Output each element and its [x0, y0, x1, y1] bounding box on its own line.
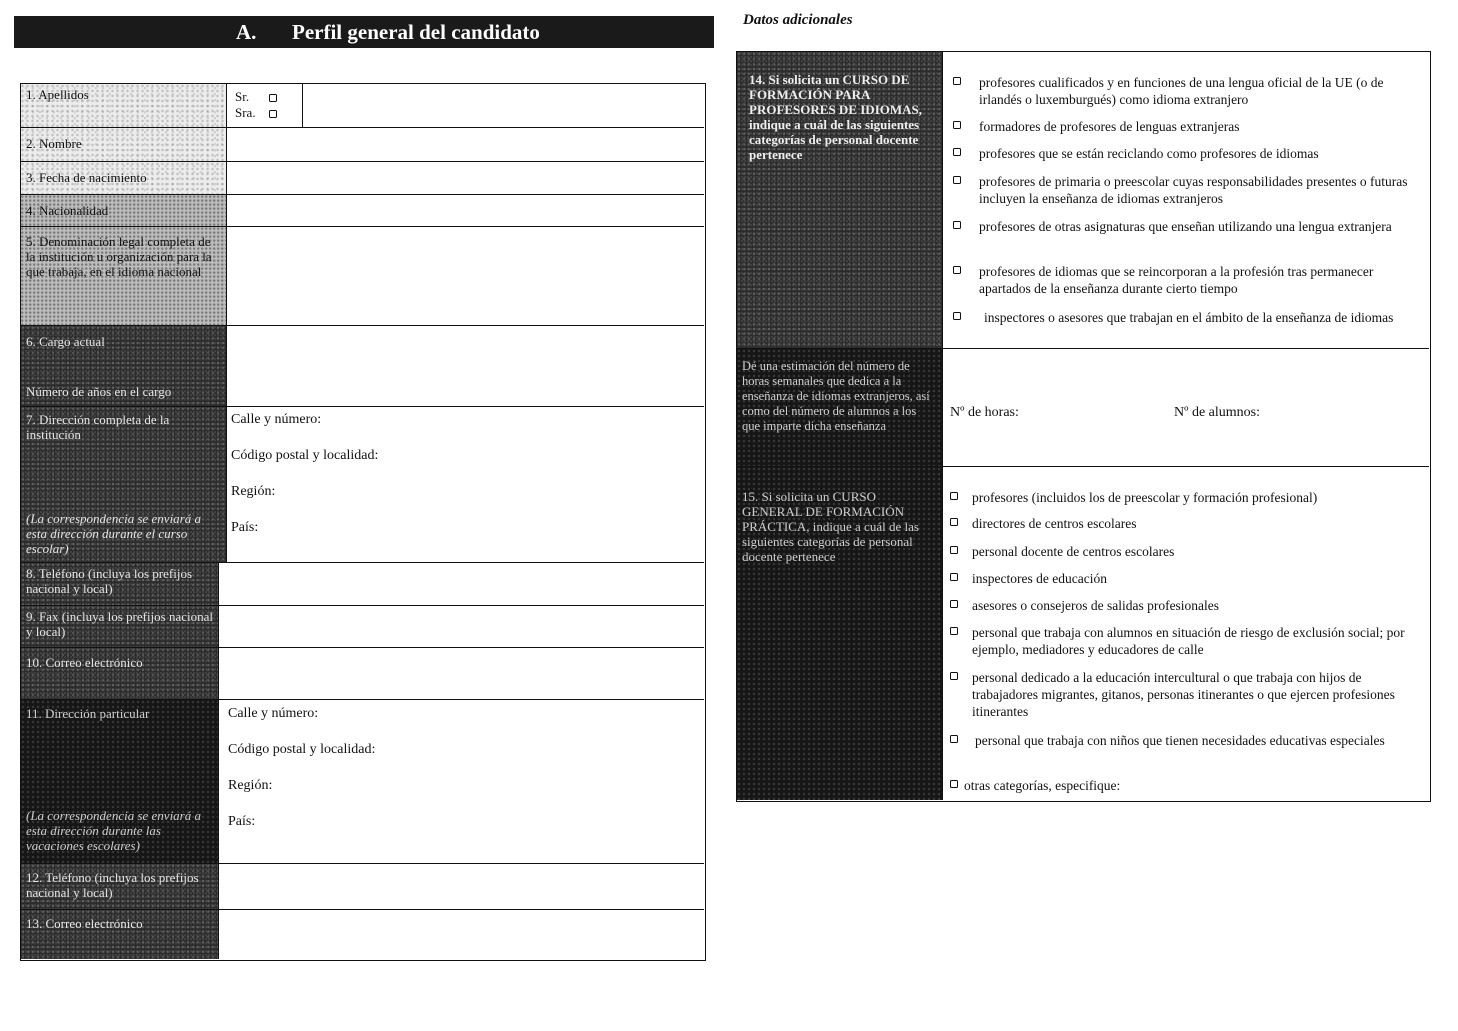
home-address-note: (La correspondencia se enviará a esta dirección durante las vacaciones escolares) — [26, 808, 201, 853]
students-count-field[interactable]: Nº de alumnos: — [1174, 405, 1260, 420]
surname-input[interactable] — [304, 84, 704, 127]
label-q15-text: 15. Si solicita un CURSO GENERAL DE FORMACIÓN PRÁCTICA, indique a cuál de las siguientes categorías de personal docente pertenece — [742, 489, 919, 564]
section-banner — [14, 16, 714, 48]
q15-option-text: directores de centros escolares — [972, 516, 1137, 531]
home-country-field[interactable]: País: — [228, 814, 256, 829]
label-firstname — [21, 128, 227, 161]
checkbox-icon[interactable] — [950, 518, 958, 526]
label-firstname-text: 2. Nombre — [26, 136, 82, 151]
checkbox-icon[interactable] — [950, 600, 958, 608]
q14-options — [943, 52, 1429, 348]
q15-option-text: personal que trabaja con alumnos en situación de riesgo de exclusión social; por ejemplo, mediadores y educadores de calle — [972, 625, 1405, 657]
q14-option-text: profesores que se están reciclando como profesores de idiomas — [979, 146, 1319, 161]
checkbox-icon[interactable] — [953, 176, 961, 184]
label-q15 — [737, 467, 943, 800]
checkbox-icon[interactable] — [953, 148, 961, 156]
q14-option-text: profesores cualificados y en funciones de una lengua oficial de la UE (o de irlandés o luxemburgués) como idioma extranjero — [979, 75, 1384, 107]
institution-address-note: (La correspondencia se enviará a esta dirección durante el curso escolar) — [26, 511, 201, 556]
candidate-form — [20, 83, 706, 961]
label-email — [21, 648, 219, 699]
title-sra-checkbox[interactable] — [269, 110, 277, 118]
institution-postal-field[interactable]: Código postal y localidad: — [231, 448, 379, 463]
label-birthdate-text: 3. Fecha de nacimiento — [26, 170, 147, 185]
row-position — [21, 326, 704, 407]
firstname-input[interactable] — [227, 128, 704, 161]
section-title: Perfil general del candidato — [292, 20, 540, 44]
checkbox-icon[interactable] — [950, 546, 958, 554]
checkbox-icon[interactable] — [950, 573, 958, 581]
q15-option-text: otras categorías, especifique: — [964, 778, 1121, 793]
row-q15 — [737, 467, 1429, 800]
home-email-input[interactable] — [219, 910, 704, 959]
row-email — [21, 648, 704, 700]
email-input[interactable] — [219, 648, 704, 699]
q15-option-text: inspectores de educación — [972, 571, 1107, 586]
nationality-input[interactable] — [227, 195, 704, 226]
row-birthdate — [21, 162, 704, 195]
q15-options — [943, 467, 1429, 800]
label-hours — [737, 349, 943, 466]
checkbox-icon[interactable] — [953, 266, 961, 274]
row-phone — [21, 563, 704, 606]
label-nationality — [21, 195, 227, 226]
q15-option-text: personal dedicado a la educación intercultural o que trabaja con hijos de trabajadores migrantes, gitanos, personas itinerantes o que ejercen profesiones itinerantes — [972, 670, 1395, 719]
checkbox-icon[interactable] — [950, 627, 958, 635]
checkbox-icon[interactable] — [950, 492, 958, 500]
checkbox-icon[interactable] — [953, 221, 961, 229]
label-home-address-text: 11. Dirección particular — [26, 706, 150, 721]
label-nationality-text: 4. Nacionalidad — [26, 203, 109, 218]
title-sra-label: Sra. — [235, 105, 256, 120]
label-position — [21, 326, 227, 406]
row-institution-address — [21, 407, 704, 563]
q14-option-text: profesores de otras asignaturas que enseñan utilizando una lengua extranjera — [979, 219, 1392, 234]
home-address-fields — [219, 700, 704, 863]
label-home-phone — [21, 864, 219, 909]
q14-option-text: profesores de idiomas que se reincorporan a la profesión tras permanecer apartados de la enseñanza durante cierto tiempo — [979, 264, 1374, 296]
row-fax — [21, 606, 704, 648]
q14-option-text: profesores de primaria o preescolar cuyas responsabilidades presentes o futuras incluyen la enseñanza de idiomas extranjeros — [979, 174, 1408, 206]
label-home-email-text: 13. Correo electrónico — [26, 916, 143, 931]
institution-region-field[interactable]: Región: — [231, 484, 276, 499]
label-surname-text: 1. Apellidos — [26, 87, 89, 102]
row-home-address — [21, 700, 704, 864]
q14-option-text: inspectores o asesores que trabajan en el ámbito de la enseñanza de idiomas — [984, 310, 1394, 325]
q14-option-text: formadores de profesores de lenguas extranjeras — [979, 119, 1240, 134]
row-firstname — [21, 128, 704, 162]
birthdate-input[interactable] — [227, 162, 704, 194]
home-postal-field[interactable]: Código postal y localidad: — [228, 742, 376, 757]
label-institution-address — [21, 407, 227, 562]
label-surname — [21, 84, 227, 127]
label-q14-text: 14. Si solicita un CURSO DE FORMACIÓN PARA PROFESORES DE IDIOMAS, indique a cuál de las siguientes categorías de personal docente pertenece — [749, 72, 922, 162]
institution-street-field[interactable]: Calle y número: — [231, 412, 322, 427]
row-hours — [737, 349, 1429, 467]
label-home-phone-text: 12. Teléfono (incluya los prefijos nacional y local) — [26, 870, 199, 900]
additional-data-title: Datos adicionales — [743, 12, 853, 28]
home-street-field[interactable]: Calle y número: — [228, 706, 319, 721]
label-email-text: 10. Correo electrónico — [26, 655, 143, 670]
title-sr-label: Sr. — [235, 89, 250, 104]
row-home-email — [21, 910, 704, 959]
row-institution — [21, 227, 704, 326]
institution-country-field[interactable]: País: — [231, 520, 259, 535]
phone-input[interactable] — [219, 563, 704, 605]
label-birthdate — [21, 162, 227, 194]
label-q14 — [737, 52, 943, 348]
title-sr-checkbox[interactable] — [269, 94, 277, 102]
checkbox-icon[interactable] — [950, 735, 958, 743]
label-hours-text: Dé una estimación del número de horas semanales que dedica a la enseñanza de idiomas extranjeros, así como del número de alumnos a los que imparte dicha enseñanza — [742, 359, 930, 433]
section-letter: A. — [236, 20, 257, 44]
hours-count-field[interactable]: Nº de horas: — [950, 405, 1019, 420]
label-institution-address-text: 7. Dirección completa de la institución — [26, 412, 170, 442]
label-institution — [21, 227, 227, 325]
label-home-address — [21, 700, 219, 863]
row-nationality — [21, 195, 704, 227]
title-sra-option[interactable] — [235, 105, 302, 121]
position-input[interactable] — [227, 326, 704, 406]
checkbox-icon[interactable] — [953, 121, 961, 129]
label-years-in-position: Número de años en el cargo — [26, 384, 172, 399]
institution-address-fields — [227, 407, 704, 562]
label-position-text: 6. Cargo actual — [26, 334, 105, 349]
q15-option-text: profesores (incluidos los de preescolar y formación profesional) — [972, 490, 1318, 505]
row-q14 — [737, 52, 1429, 349]
q15-option-text: personal que trabaja con niños que tienen necesidades educativas especiales — [975, 733, 1385, 748]
checkbox-icon[interactable] — [950, 780, 958, 788]
q15-option-text: personal docente de centros escolares — [972, 544, 1175, 559]
checkbox-icon[interactable] — [953, 77, 961, 85]
institution-input[interactable] — [227, 227, 704, 325]
checkbox-icon[interactable] — [950, 672, 958, 680]
label-institution-text: 5. Denominación legal completa de la institución u organización para la que trabaja, en el idioma nacional — [26, 234, 212, 279]
additional-data-table — [736, 51, 1431, 802]
label-phone — [21, 563, 219, 605]
label-fax — [21, 606, 219, 647]
label-home-email — [21, 910, 219, 959]
hours-fields — [943, 349, 1429, 466]
home-phone-input[interactable] — [219, 864, 704, 909]
row-surname — [21, 84, 704, 128]
fax-input[interactable] — [219, 606, 704, 647]
row-home-phone — [21, 864, 704, 910]
label-fax-text: 9. Fax (incluya los prefijos nacional y local) — [26, 609, 214, 639]
q15-option-text: asesores o consejeros de salidas profesionales — [972, 598, 1220, 613]
home-region-field[interactable]: Región: — [228, 778, 273, 793]
title-sr-option[interactable] — [235, 89, 302, 105]
label-phone-text: 8. Teléfono (incluya los prefijos nacional y local) — [26, 566, 193, 596]
checkbox-icon[interactable] — [953, 312, 961, 320]
title-select — [227, 84, 303, 127]
